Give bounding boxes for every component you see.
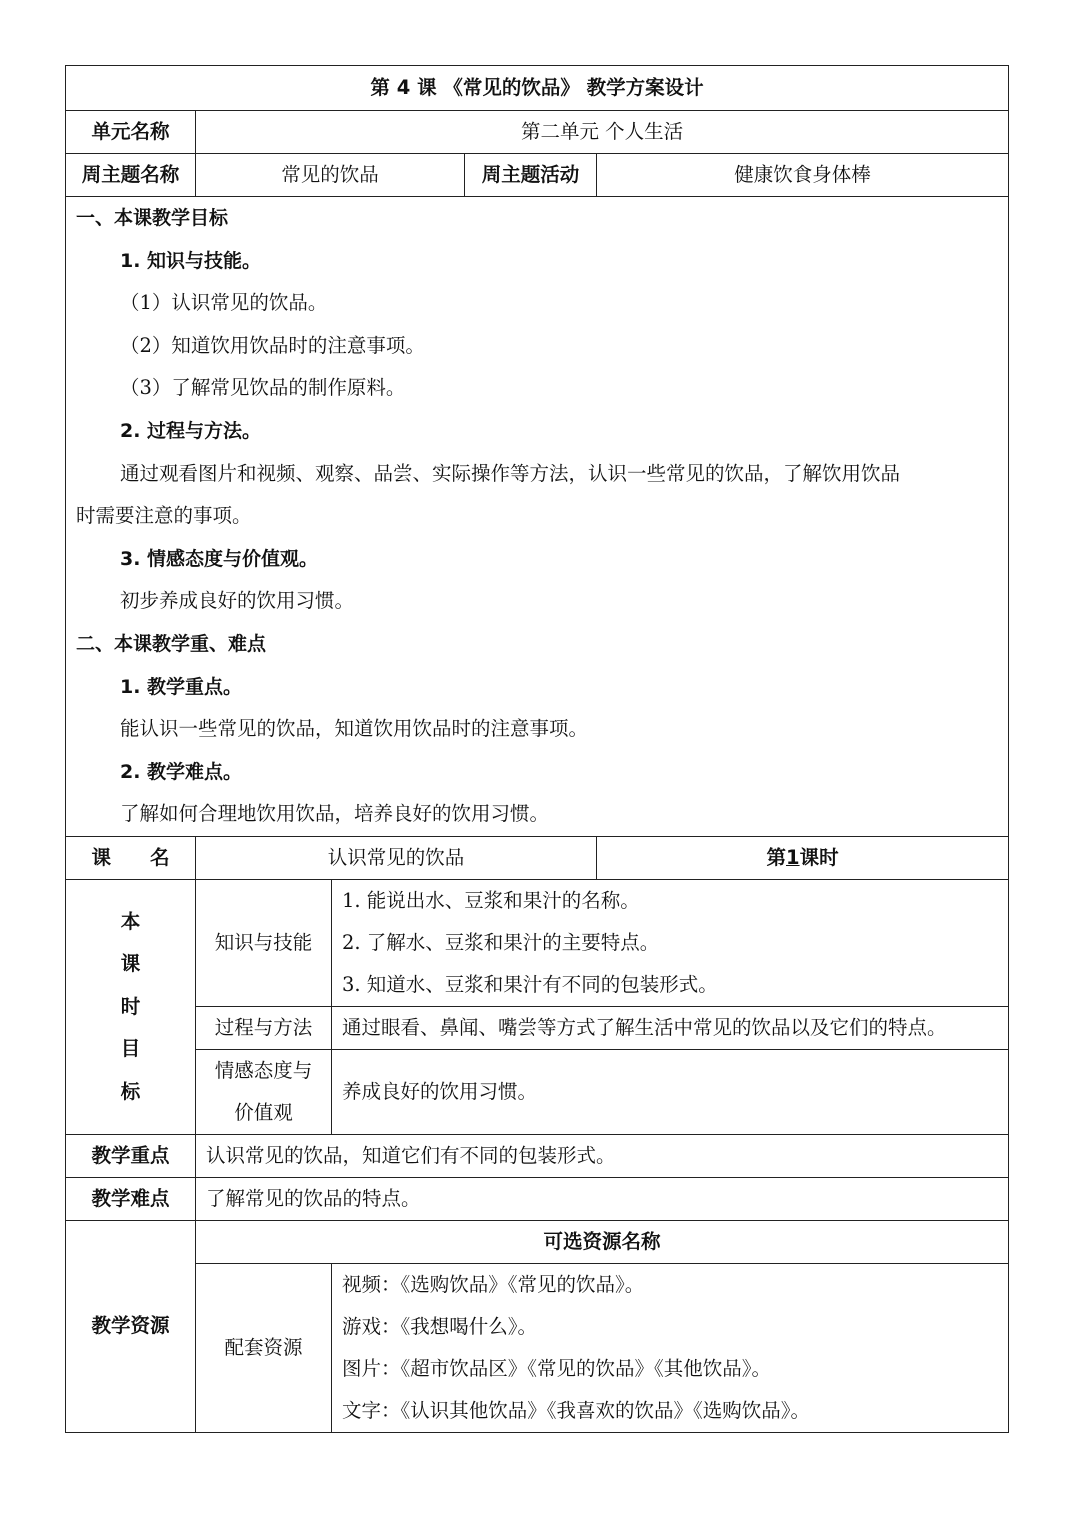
section1-heading: 一、本课教学目标	[76, 207, 229, 229]
period-suffix: 课时	[799, 845, 839, 869]
resources-items	[332, 1263, 1009, 1432]
emotion-label-line: 情感态度与	[214, 1058, 313, 1082]
key-point-text: 认识常见的饮品，知道它们有不同的包装形式。	[196, 1134, 1009, 1177]
week-theme-value: 常见的饮品	[196, 154, 465, 197]
section2-heading: 二、本课教学重、难点	[76, 632, 267, 655]
lesson-period	[597, 836, 1009, 879]
difficulty-heading: 2. 教学难点。	[120, 760, 243, 783]
unit-label: 单元名称	[66, 111, 196, 154]
knowledge-label: 知识与技能	[196, 879, 332, 1006]
objectives-char: 本	[120, 909, 141, 933]
difficulty-text-cell: 了解常见的饮品的特点。	[196, 1177, 1009, 1220]
emotion-heading: 3. 情感态度与价值观。	[120, 547, 319, 570]
week-activity-value: 健康饮食身体棒	[597, 154, 1009, 197]
emotion-text: 初步养成良好的饮用习惯。	[120, 589, 355, 613]
resource-item: 图片：《超市饮品区》《常见的饮品》《其他饮品》。	[342, 1356, 772, 1380]
knowledge-heading: 1. 知识与技能。	[120, 249, 262, 272]
resource-item: 游戏：《我想喝什么》。	[342, 1314, 538, 1338]
knowledge-item: （2）知道饮用饮品时的注意事项。	[120, 333, 425, 357]
knowledge-objective: 1. 能说出水、豆浆和果汁的名称。	[342, 888, 640, 912]
process-text-line1: 通过观看图片和视频、观察、品尝、实际操作等方法，认识一些常见的饮品，了解饮用饮品	[120, 461, 901, 485]
objectives-label	[66, 879, 196, 1134]
objectives-char: 课	[120, 952, 141, 976]
process-heading: 2. 过程与方法。	[120, 419, 262, 442]
lesson-plan-table	[65, 65, 1009, 1433]
objectives-char: 目	[120, 1037, 141, 1061]
difficulty-text: 了解如何合理地饮用饮品，培养良好的饮用习惯。	[120, 802, 550, 826]
objectives-char: 时	[120, 994, 141, 1018]
key-heading: 1. 教学重点。	[120, 675, 243, 698]
key-text: 能认识一些常见的饮品，知道饮用饮品时的注意事项。	[120, 717, 589, 741]
knowledge-items	[332, 879, 1009, 1006]
key-point-label: 教学重点	[66, 1134, 196, 1177]
goals-and-keypoints-block	[66, 197, 1009, 837]
lesson-name: 认识常见的饮品	[196, 836, 597, 879]
knowledge-objective: 2. 了解水、豆浆和果汁的主要特点。	[342, 930, 660, 954]
emotion-label-line: 价值观	[234, 1100, 293, 1124]
lesson-label: 课 名	[66, 836, 196, 879]
emotion-label	[196, 1049, 332, 1134]
period-prefix: 第	[766, 845, 786, 869]
process-text-line2: 时需要注意的事项。	[76, 504, 252, 528]
process-objective: 通过眼看、鼻闻、嘴尝等方式了解生活中常见的饮品以及它们的特点。	[332, 1006, 1009, 1049]
week-theme-label: 周主题名称	[66, 154, 196, 197]
page-title: 第 4 课 《常见的饮品》 教学方案设计	[66, 66, 1009, 111]
resource-item: 文字：《认识其他饮品》《我喜欢的饮品》《选购饮品》。	[342, 1398, 811, 1422]
unit-value: 第二单元 个人生活	[196, 111, 1009, 154]
resource-item: 视频：《选购饮品》《常见的饮品》。	[342, 1272, 645, 1296]
objectives-char: 标	[120, 1079, 141, 1103]
resources-header: 可选资源名称	[196, 1220, 1009, 1263]
resources-label: 教学资源	[66, 1220, 196, 1432]
knowledge-objective: 3. 知道水、豆浆和果汁有不同的包装形式。	[342, 972, 718, 996]
knowledge-item: （3）了解常见饮品的制作原料。	[120, 376, 406, 400]
period-number: 1	[786, 845, 800, 869]
emotion-objective: 养成良好的饮用习惯。	[332, 1049, 1009, 1134]
difficulty-label: 教学难点	[66, 1177, 196, 1220]
knowledge-item: （1）认识常见的饮品。	[120, 291, 328, 315]
process-label: 过程与方法	[196, 1006, 332, 1049]
week-activity-label: 周主题活动	[465, 154, 597, 197]
resources-sub-label: 配套资源	[196, 1263, 332, 1432]
